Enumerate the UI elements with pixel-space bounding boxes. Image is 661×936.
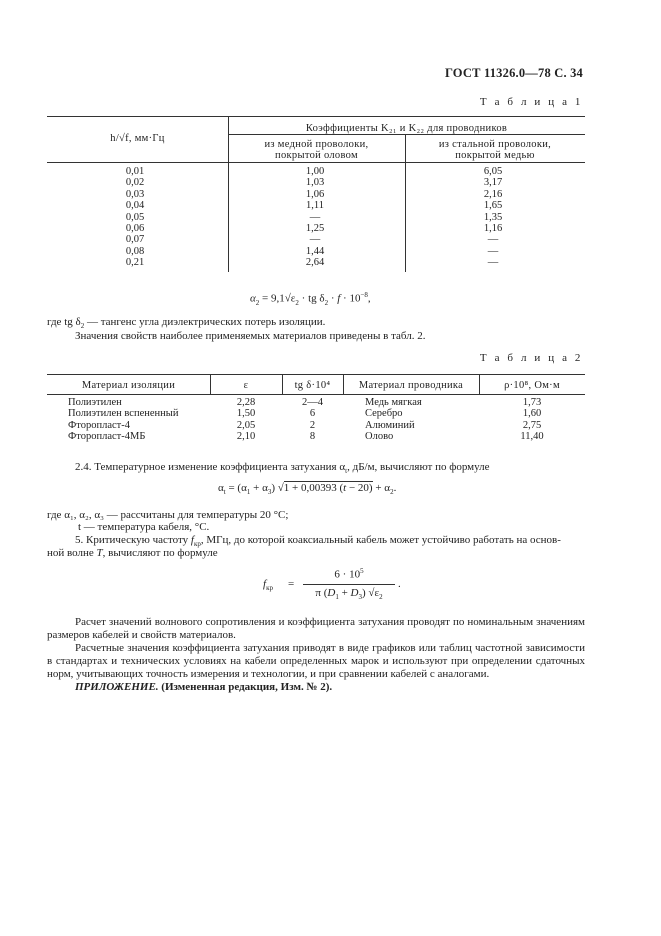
table1-cell-steel: 3,17 [483,177,503,189]
table2-cell: 2,05 [236,419,256,431]
table2-cell: 2,10 [236,431,256,443]
table1-cell-hf: 0,07 [125,234,145,246]
table1-col2-values [280,166,350,269]
where-alpha: где α₁, α₂, α₃ — рассчитаны для температуры 20 °С; [47,509,289,521]
table2-cell: Фторопласт-4МБ [68,431,146,443]
table1-cell-hf: 0,08 [125,245,145,257]
table2-cell: 1,50 [236,408,256,420]
table2-cell: 11,40 [520,431,544,443]
table1-cell-steel: — [487,234,499,246]
values-reference: Значения свойств наиболее применяемых материалов приведены в табл. 2. [75,330,426,342]
page-header: ГОСТ 11326.0—78 С. 34 [444,66,583,80]
paragraph-5-line2: ной волне T, вычисляют по формуле [47,547,218,559]
table2-cell: 2,75 [522,419,542,431]
table1-col1-values [100,166,170,269]
table1-cell-steel: — [487,245,499,257]
table1-cell-hf: 0,03 [125,188,145,200]
table2-cell: 8 [309,431,316,443]
table1-cell-hf: 0,21 [125,257,145,269]
fraction-numerator: $6 \cdot 10^5$ [334,567,364,581]
table2-header-insulation: Материал изоляции [81,380,176,391]
table1-cell-hf: 0,06 [125,223,145,235]
table1-cell-copper: 1,11 [306,200,324,212]
table1-cell-hf: 0,01 [125,166,145,177]
table2-cell: Серебро [365,408,403,420]
table1-cell-copper: 1,25 [305,223,325,235]
table2-cell: 2 [309,419,316,431]
table2-cell: 1,73 [522,397,542,408]
table1-cell-copper: 1,06 [305,188,325,200]
paragraph-5-line1: 5. Критическую частоту $f_{кр}$, МГц, до которой коаксиальный кабель может устойчиво работать на основ- [75,534,561,549]
table1-cell-steel: 1,65 [483,200,503,212]
table2-cell: Фторопласт-4 [68,419,131,431]
table2-cell: 1,60 [522,408,542,420]
paragraph-calc-values: Расчет значений волнового сопротивления и коэффициента затухания проводят по номинальным значениям размеров кабелей и свойств материалов. [47,616,585,642]
paragraph-2-4: 2.4. Температурное изменение коэффициента затухания $\alpha_t$, дБ/м, вычисляют по формуле [75,461,490,476]
table2-header-epsilon: ε [243,380,249,391]
table2-cell: Алюминий [365,419,415,431]
table2-header-rho: ρ·10⁸, Ом·м [504,380,560,391]
table1-caption: Т а б л и ц а 1 [479,96,583,108]
where-tg-delta: где tg $\delta_2$ — тангенс угла диэлектрических потерь изоляции. [47,316,326,331]
table1-cell-copper: — [309,234,321,246]
table1-cell-steel: 1,35 [483,211,503,223]
where-temperature: t — температура кабеля, °С. [78,521,210,533]
table1-cell-hf: 0,02 [125,177,145,189]
formula-alpha2: $\alpha_2 = 9,1√\varepsilon_2$ · tg $\delta_2 \cdot f \cdot 10^{-8}$, [250,291,371,307]
table2-cell: 2—4 [302,397,323,408]
formula-alpha-t: $\alpha_t = (\alpha_1 + \alpha_3) √1 + 0,00393$ $(t - 20) + \alpha_2$. [218,482,397,497]
table2-cell: 2,28 [236,397,256,408]
paragraph-calc-attenuation: Расчетные значения коэффициента затухания приводят в виде графиков или таблиц частотной зависимости в стандартах и технических условиях на кабели определенных марок и используют при определении сдаточных норм, учитывающих точность измерения и технологии, и при сравнении кабелей с аналогами. [47,642,585,681]
table2-cell: 6 [309,408,316,420]
table2-header-conductor: Материал проводника [358,380,464,391]
table1-cell-steel: — [487,257,499,269]
table1-col1-header: h/√f, мм·Гц [110,133,165,144]
table1-group-header: Коэффициенты K₂₁ и K₂₂ для проводников [305,123,508,134]
table2-cell: Олово [365,431,394,443]
table1-cell-steel: 2,16 [483,188,503,200]
table1-cell-copper: 1,00 [305,166,325,177]
table1-cell-hf: 0,04 [125,200,145,212]
appendix-note: ПРИЛОЖЕНИЕ. (Измененная редакция, Изм. № 2). [75,681,333,693]
table1-cell-copper: 2,64 [305,257,325,269]
table1-col2-header: из медной проволоки, покрытой оловом [264,139,369,162]
table2-cell: Полиэтилен [68,397,122,408]
fraction-denominator: π $(D_1 + D_3)$ $√\varepsilon_2$ [315,587,383,602]
table1-cell-steel: 1,16 [483,223,503,235]
table1-cell-copper: 1,44 [305,245,325,257]
table2-cell: Медь мягкая [365,397,422,408]
table1-cell-steel: 6,05 [483,166,503,177]
table1-cell-copper: — [309,211,321,223]
table2-cell: Полиэтилен вспененный [68,408,179,420]
table1-col3-header: из стальной проволоки, покрытой медью [438,139,552,162]
table2-header-tgdelta: tg δ·10⁴ [294,380,331,391]
table1-col3-values [458,166,528,269]
table1-cell-copper: 1,03 [305,177,325,189]
table1-cell-hf: 0,05 [125,211,145,223]
table2-caption: Т а б л и ц а 2 [479,352,583,364]
